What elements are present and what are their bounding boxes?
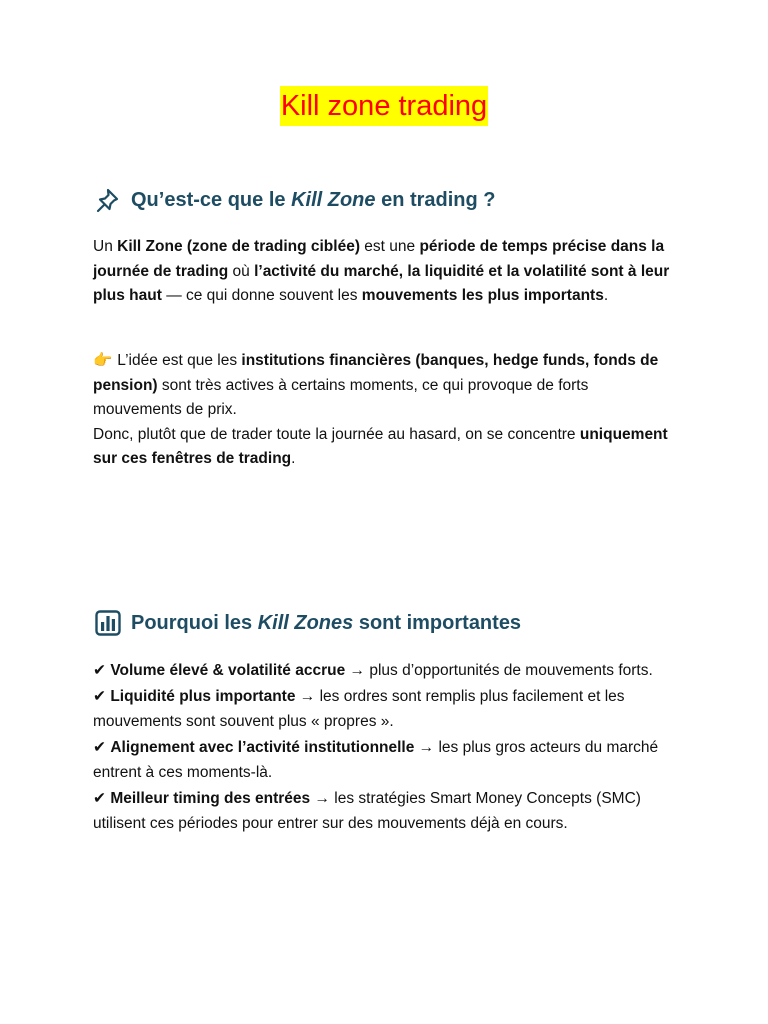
check-icon: ✔ [93, 662, 106, 679]
bar-chart-icon [94, 610, 122, 636]
pushpin-icon [94, 187, 122, 213]
check-icon: ✔ [93, 687, 106, 705]
list-item: ✔ Alignement avec l’activité institutionnelle → les plus gros acteurs du marché entrent à ces moments-là. [93, 738, 659, 781]
list-item: ✔ Meilleur timing des entrées → les stratégies Smart Money Concepts (SMC) utilisent ces périodes pour entrer sur des mouvements déjà en cours. [93, 789, 641, 832]
arrow-icon: → [349, 662, 366, 679]
arrow-icon: → [314, 789, 330, 807]
check-icon: ✔ [93, 738, 106, 756]
section2-heading [94, 610, 694, 636]
section1-heading [94, 187, 694, 213]
list-item: ✔ Liquidité plus importante → les ordres sont remplis plus facilement et les mouvements sont souvent plus « propres ». [93, 687, 625, 730]
check-icon: ✔ [93, 789, 106, 807]
title-container [0, 86, 768, 126]
section1-paragraph-1: Un Kill Zone (zone de trading ciblée) est une période de temps précise dans la journée de trading où l’activité du marché, la liquidité et la volatilité sont à leur plus haut — ce qui donne souvent les mouvements les plus importants. [93, 238, 670, 304]
section2-heading-text: Pourquoi les Kill Zones sont importantes [131, 612, 522, 634]
arrow-icon: → [299, 687, 316, 705]
importance-list [93, 658, 675, 837]
pointing-hand-icon: 👉 [93, 352, 113, 369]
section1-paragraph-2: 👉 L’idée est que les institutions financières (banques, hedge funds, fonds de pension) sont très actives à certains moments, ce qui provoque de forts mouvements de prix. Donc, plutôt que de trader toute la journée au hasard, on se concentre uniquement sur ces fenêtres de trading. [93, 349, 673, 472]
page-title: Kill zone trading [280, 86, 488, 126]
section1-heading-text: Qu’est-ce que le Kill Zone en trading ? [131, 189, 496, 211]
list-item: ✔ Volume élevé & volatilité accrue → plus d’opportunités de mouvements forts. [93, 662, 653, 679]
arrow-icon: → [418, 738, 435, 756]
